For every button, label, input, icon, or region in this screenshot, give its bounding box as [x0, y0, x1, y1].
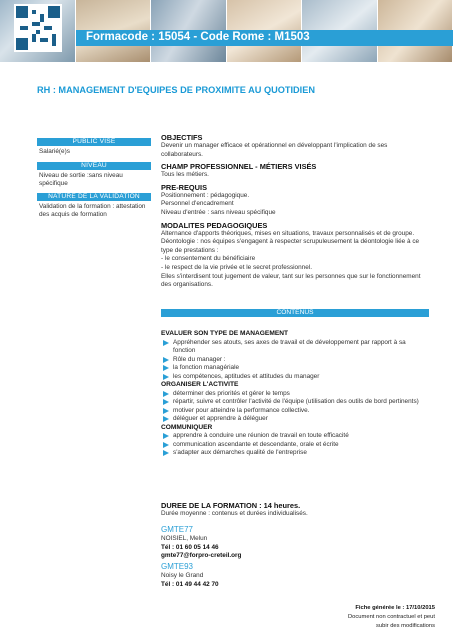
- list-item-text: les compétences, aptitudes et attitudes du manager: [173, 372, 320, 380]
- formacode-banner: [76, 30, 453, 46]
- disclaimer-line: Document non contractuel et peut: [347, 614, 435, 620]
- bullet-arrow-icon: [163, 365, 169, 371]
- bullet-arrow-icon: [163, 399, 169, 405]
- prerequis-heading: PRE-REQUIS: [161, 182, 207, 192]
- champ-heading: CHAMP PROFESSIONNEL - MÉTIERS VISÉS: [161, 162, 317, 172]
- list-item: [161, 407, 429, 416]
- contact-email: gmte77@forpro-creteil.org: [161, 552, 242, 560]
- niveau-text: Niveau de sortie :sans niveau spécifique: [39, 172, 123, 188]
- formacode-text: Formacode : 15054 - Code Rome : M1503: [86, 31, 310, 43]
- list-item-text: Appréhender ses atouts, ses axes de travail et de développement par rapport à sa fonction: [173, 338, 406, 354]
- modalites-line: Elles s'interdisent tout jugement de valeur, tant sur les personnes que sur le fonctionnement des organisations.: [161, 272, 421, 289]
- qr-code-icon: [14, 4, 62, 52]
- contact-place: Noisy le Grand: [161, 572, 204, 580]
- validation-label: NATURE DE LA VALIDATION: [37, 193, 151, 201]
- bullet-arrow-icon: [163, 391, 169, 397]
- list-item: [161, 441, 429, 450]
- generated-date: Fiche générée le : 17/10/2015: [355, 605, 435, 611]
- list-item: [161, 390, 429, 399]
- prerequis-section: [161, 183, 429, 218]
- bullet-arrow-icon: [163, 433, 169, 439]
- disclaimer-line: subir des modifications: [376, 623, 435, 629]
- contact-phone: Tél : 01 60 05 14 46: [161, 543, 219, 551]
- objectifs-heading: OBJECTIFS: [161, 133, 203, 142]
- public-label: PUBLIC VISÉ: [37, 138, 151, 146]
- contenus-label: CONTENUS: [161, 309, 429, 317]
- champ-section: [161, 162, 429, 180]
- list-item: [161, 432, 429, 441]
- duree-heading: DUREE DE LA FORMATION : 14 heures.: [161, 501, 301, 510]
- contenus-subheading: ORGANISER L'ACTIVITE: [161, 381, 239, 388]
- bullet-arrow-icon: [163, 340, 169, 346]
- list-item: [161, 415, 429, 424]
- niveau-label: NIVEAU: [37, 162, 151, 170]
- list-item-text: motiver pour atteindre la performance collective.: [173, 406, 310, 414]
- main-content: [161, 133, 429, 293]
- list-item: [161, 449, 429, 458]
- list-item-text: la fonction managériale: [173, 364, 240, 371]
- list-item-text: s'adapter aux démarches qualité de l'entreprise: [173, 449, 307, 456]
- prerequis-line: Niveau d'entrée : sans niveau spécifique: [161, 208, 276, 216]
- list-item-text: déléguer et apprendre à déléguer: [173, 415, 268, 422]
- prerequis-line: Positionnement : pédagogique.: [161, 191, 250, 199]
- modalites-section: [161, 221, 429, 290]
- contenus-section: [161, 330, 429, 458]
- contenus-subheading: COMMUNIQUER: [161, 423, 213, 431]
- contenus-subheading: EVALUER SON TYPE DE MANAGEMENT: [161, 330, 289, 337]
- contact-phone: Tél : 01 49 44 42 70: [161, 580, 219, 588]
- bullet-arrow-icon: [163, 450, 169, 456]
- list-item-text: Rôle du manager :: [173, 355, 226, 363]
- prerequis-line: Personnel d'encadrement: [161, 200, 234, 208]
- header: [0, 0, 453, 62]
- bullet-arrow-icon: [163, 374, 169, 380]
- bullet-arrow-icon: [163, 416, 169, 422]
- list-item: [161, 373, 429, 382]
- modalites-heading: MODALITES PEDAGOGIQUES: [161, 220, 268, 230]
- list-item: [161, 356, 429, 365]
- bullet-arrow-icon: [163, 442, 169, 448]
- contact-place: NOISIEL, Melun: [161, 534, 208, 542]
- page-title: RH : MANAGEMENT D'EQUIPES DE PROXIMITE AU QUOTIDIEN: [37, 85, 315, 95]
- contact-code: GMTE93: [161, 562, 194, 572]
- list-item-text: répartir, suivre et contrôler l'activité de l'équipe (utilisation des outils de bord pertinents): [173, 398, 419, 405]
- list-item-text: apprendre à conduire une réunion de travail en toute efficacité: [173, 432, 349, 439]
- objectifs-text: Devenir un manager efficace et opérationnel en développant l'implication de ses collaborateurs.: [161, 142, 388, 158]
- list-item: [161, 364, 429, 373]
- modalites-line: Déontologie : nos équipes s'engagent à respecter scrupuleusement la déontologie liée à ce type de prestations :: [161, 238, 420, 254]
- champ-text: Tous les métiers.: [161, 171, 209, 179]
- list-item-text: déterminer des priorités et gérer le temps: [173, 389, 290, 397]
- footer: [348, 604, 435, 631]
- modalites-line: Alternance d'apports théoriques, mises en situations, travaux personnalisés et de groupe.: [161, 229, 415, 237]
- duree-section: [161, 501, 429, 590]
- duree-text: Durée moyenne : contenus et durées individualisés.: [161, 510, 308, 517]
- sidebar: [37, 138, 151, 219]
- validation-text: Validation de la formation : attestation des acquis de formation: [39, 202, 146, 218]
- public-text: Salarié(e)s: [39, 148, 70, 155]
- modalites-line: - le consentement du bénéficiaire: [161, 255, 256, 263]
- list-item: [161, 339, 429, 356]
- list-item-text: communication ascendante et descendante, orale et écrite: [173, 440, 339, 448]
- list-item: [161, 398, 429, 407]
- modalites-line: - le respect de la vie privée et le secret professionnel.: [161, 263, 312, 271]
- bullet-arrow-icon: [163, 408, 169, 414]
- contact-code: GMTE77: [161, 524, 194, 534]
- objectifs-section: [161, 133, 429, 159]
- bullet-arrow-icon: [163, 357, 169, 363]
